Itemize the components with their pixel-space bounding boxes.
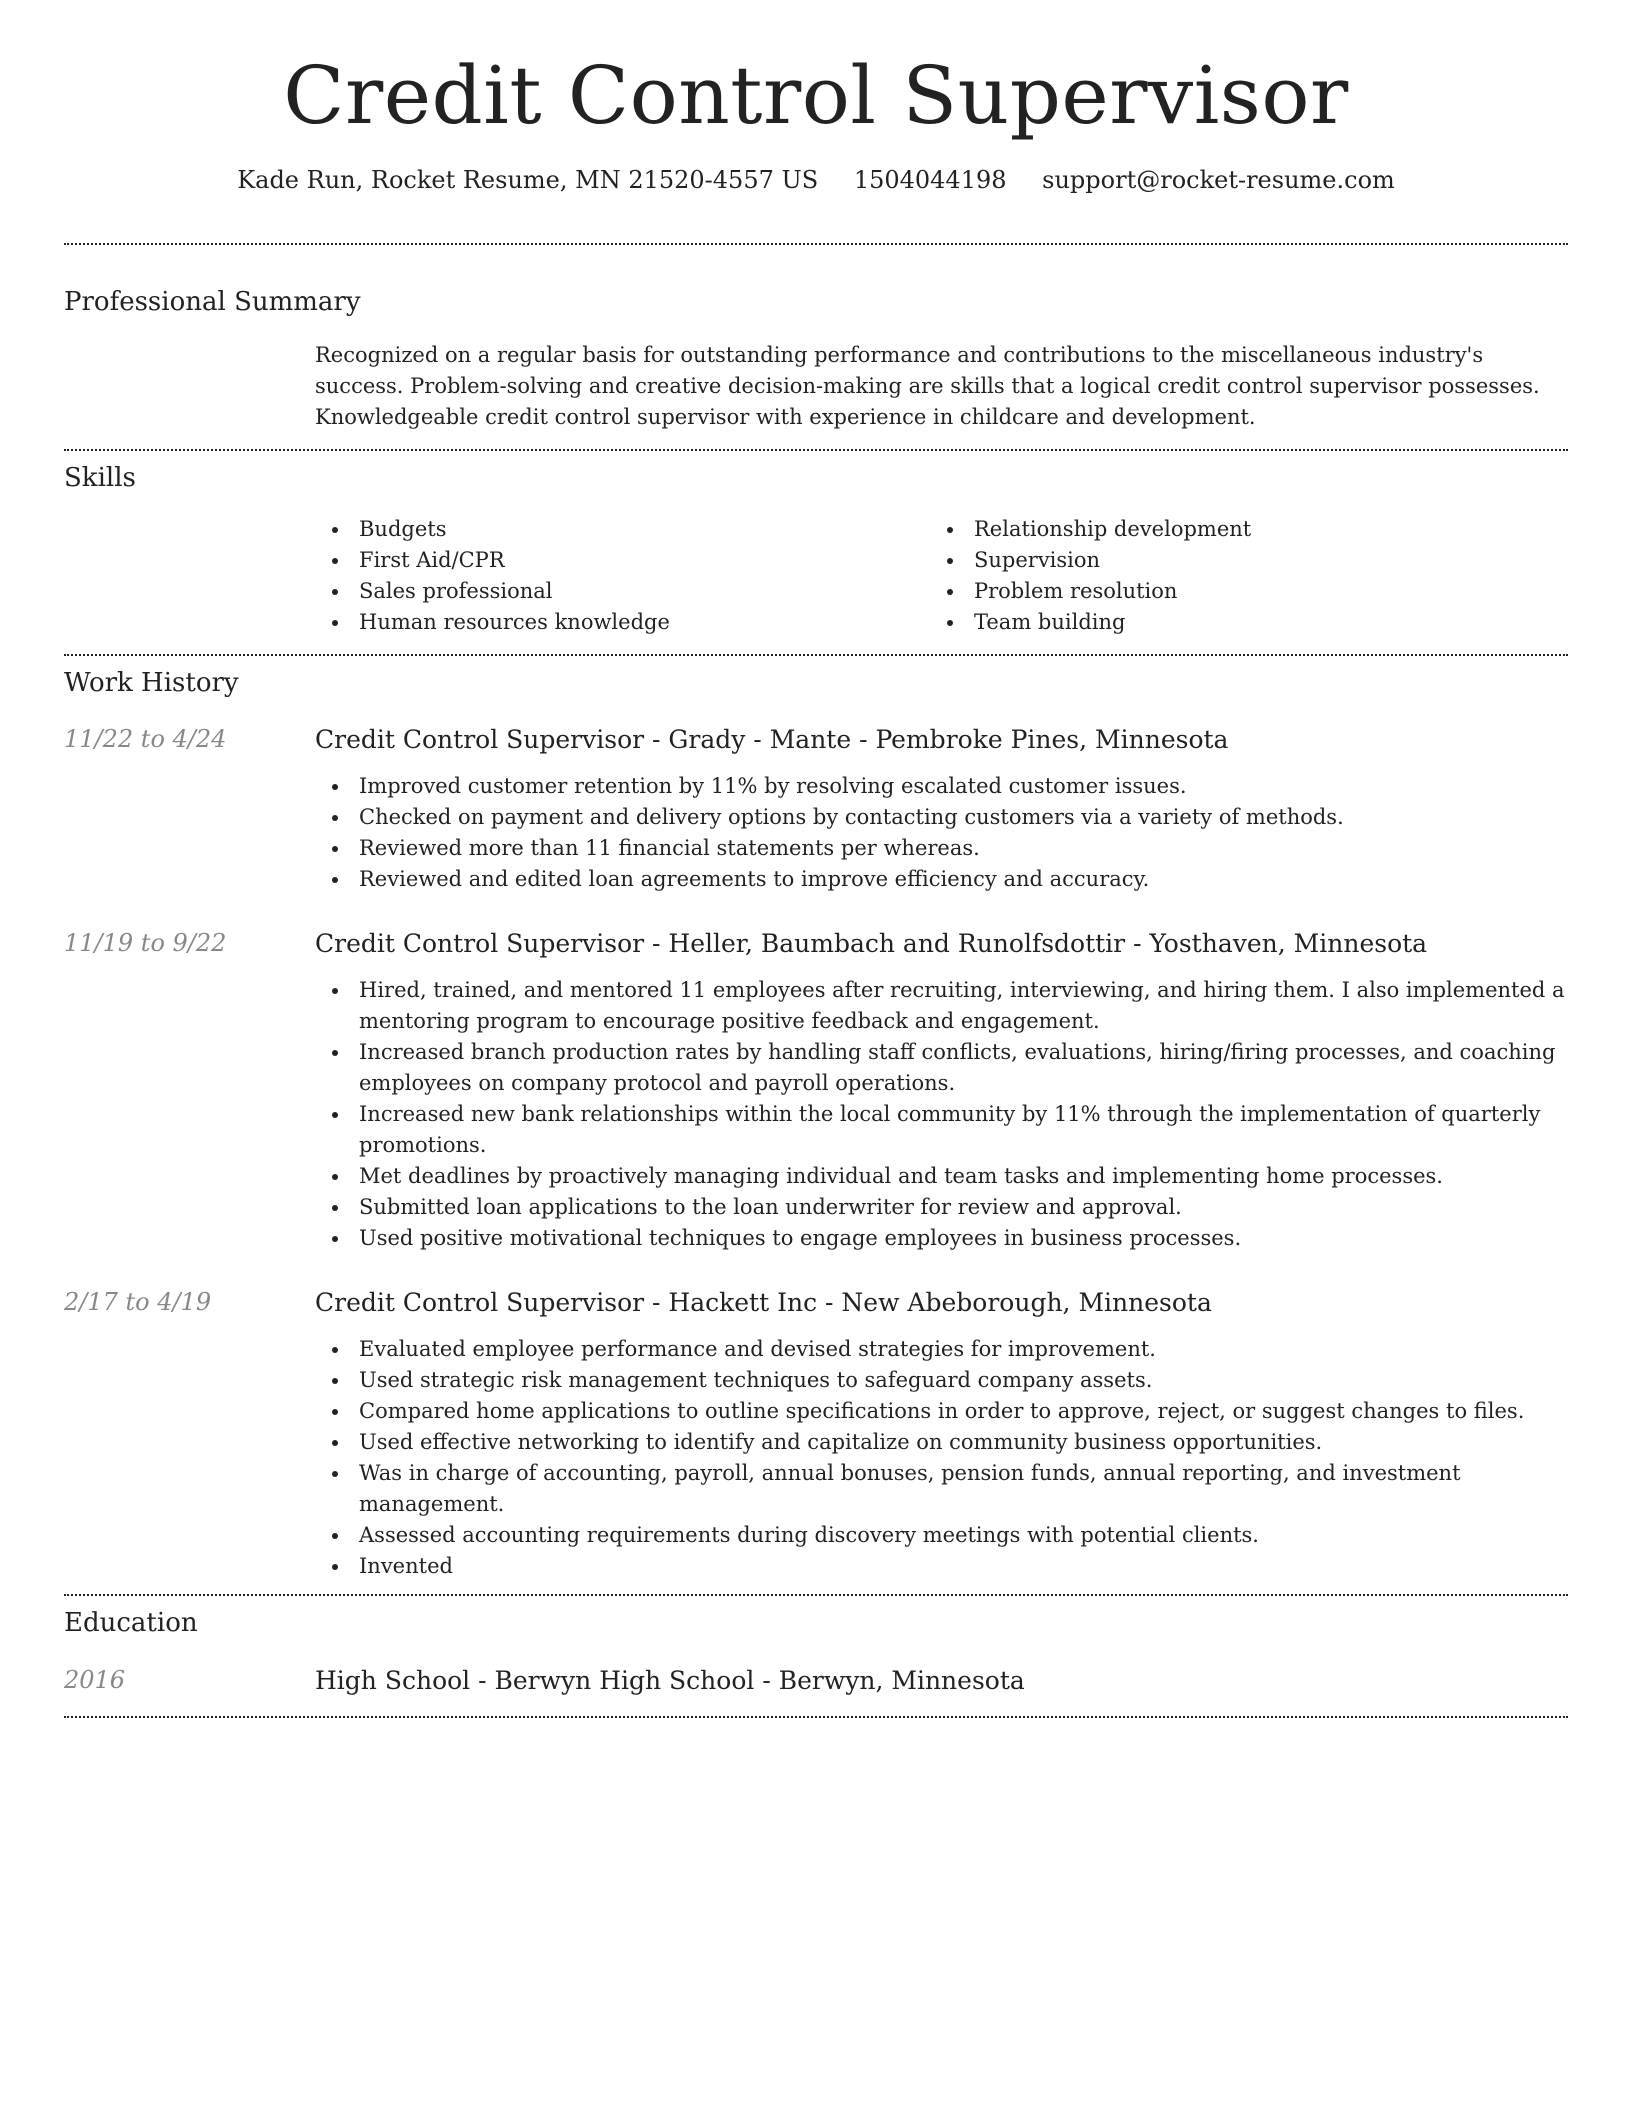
section-title-work: Work History bbox=[64, 668, 239, 699]
skills-section bbox=[64, 463, 1568, 638]
skills-column-right bbox=[930, 514, 1545, 638]
job-entry bbox=[64, 1288, 1568, 1582]
education-section bbox=[64, 1608, 1568, 1695]
divider bbox=[64, 654, 1568, 656]
candidate-name: Credit Control Supervisor bbox=[283, 49, 1349, 142]
job-dates: 11/19 to 9/22 bbox=[64, 929, 227, 958]
skills-list bbox=[315, 514, 1568, 638]
job-bullet: Used strategic risk management techniques to safeguard company assets. bbox=[315, 1365, 1568, 1396]
job-heading: Credit Control Supervisor - Hackett Inc - New Abeborough, Minnesota bbox=[315, 1288, 1212, 1318]
job-bullet: Reviewed more than 11 financial statements per whereas. bbox=[315, 833, 1568, 864]
phone: 1504044198 bbox=[853, 166, 1007, 194]
job-bullet: Used effective networking to identify and capitalize on community business opportunities. bbox=[315, 1427, 1568, 1458]
job-bullet: Assessed accounting requirements during discovery meetings with potential clients. bbox=[315, 1520, 1568, 1551]
job-dates: 11/22 to 4/24 bbox=[64, 725, 227, 754]
skill-item: Problem resolution bbox=[930, 576, 1545, 607]
section-title-summary: Professional Summary bbox=[64, 286, 361, 317]
job-bullets bbox=[315, 1334, 1568, 1582]
education-year: 2016 bbox=[64, 1665, 126, 1694]
job-bullet: Met deadlines by proactively managing individual and team tasks and implementing home processes. bbox=[315, 1161, 1568, 1192]
skill-item: Relationship development bbox=[930, 514, 1545, 545]
education-heading: High School - Berwyn High School - Berwyn, Minnesota bbox=[315, 1665, 1025, 1695]
education-body bbox=[315, 1666, 1568, 1696]
job-bullet: Submitted loan applications to the loan underwriter for review and approval. bbox=[315, 1192, 1568, 1223]
address: Kade Run, Rocket Resume, MN 21520-4557 US bbox=[237, 166, 819, 194]
job-bullet: Invented bbox=[315, 1551, 1568, 1582]
divider bbox=[64, 243, 1568, 245]
job-bullet: Hired, trained, and mentored 11 employees after recruiting, interviewing, and hiring them. I also implemented a mentoring program to encourage positive feedback and engagement. bbox=[315, 975, 1568, 1037]
divider bbox=[64, 1716, 1568, 1718]
skill-item: First Aid/CPR bbox=[315, 545, 930, 576]
skill-item: Budgets bbox=[315, 514, 930, 545]
job-bullets bbox=[315, 975, 1568, 1254]
job-body bbox=[315, 929, 1568, 1254]
education-entry bbox=[64, 1666, 1568, 1696]
job-bullet: Checked on payment and delivery options by contacting customers via a variety of methods. bbox=[315, 802, 1568, 833]
job-bullet: Increased branch production rates by handling staff conflicts, evaluations, hiring/firing processes, and coaching employees on company protocol and payroll operations. bbox=[315, 1037, 1568, 1099]
skill-item: Sales professional bbox=[315, 576, 930, 607]
job-dates: 2/17 to 4/19 bbox=[64, 1288, 212, 1317]
job-bullet: Reviewed and edited loan agreements to improve efficiency and accuracy. bbox=[315, 864, 1568, 895]
divider bbox=[64, 1594, 1568, 1596]
work-history-section bbox=[64, 668, 1568, 1582]
job-entry bbox=[64, 725, 1568, 895]
section-title-education: Education bbox=[64, 1608, 198, 1639]
job-bullet: Evaluated employee performance and devised strategies for improvement. bbox=[315, 1334, 1568, 1365]
job-bullet: Compared home applications to outline specifications in order to approve, reject, or suggest changes to files. bbox=[315, 1396, 1568, 1427]
job-heading: Credit Control Supervisor - Grady - Mante - Pembroke Pines, Minnesota bbox=[315, 725, 1229, 755]
job-bullet: Increased new bank relationships within the local community by 11% through the implementation of quarterly promotions. bbox=[315, 1099, 1568, 1161]
contact-line bbox=[64, 166, 1568, 195]
skills-column-left bbox=[315, 514, 930, 638]
job-body bbox=[315, 725, 1568, 895]
job-bullet: Used positive motivational techniques to engage employees in business processes. bbox=[315, 1223, 1568, 1254]
skill-item: Human resources knowledge bbox=[315, 607, 930, 638]
job-body bbox=[315, 1288, 1568, 1582]
skill-item: Team building bbox=[930, 607, 1545, 638]
email: support@rocket-resume.com bbox=[1042, 166, 1395, 194]
job-bullet: Improved customer retention by 11% by resolving escalated customer issues. bbox=[315, 771, 1568, 802]
job-bullets bbox=[315, 771, 1568, 895]
resume-page bbox=[64, 0, 1568, 1718]
section-title-skills: Skills bbox=[64, 462, 136, 493]
skill-item: Supervision bbox=[930, 545, 1545, 576]
job-bullet: Was in charge of accounting, payroll, annual bonuses, pension funds, annual reporting, and investment management. bbox=[315, 1458, 1568, 1520]
job-entry bbox=[64, 929, 1568, 1254]
summary-section bbox=[64, 287, 1568, 433]
summary-text: Recognized on a regular basis for outstanding performance and contributions to the miscellaneous industry's success. Problem-solving and creative decision-making are skills that a logical credit control supervisor possesses. Knowledgeable credit control supervisor with experience in childcare and development. bbox=[315, 342, 1540, 429]
job-heading: Credit Control Supervisor - Heller, Baumbach and Runolfsdottir - Yosthaven, Minnesota bbox=[315, 929, 1428, 959]
divider bbox=[64, 449, 1568, 451]
